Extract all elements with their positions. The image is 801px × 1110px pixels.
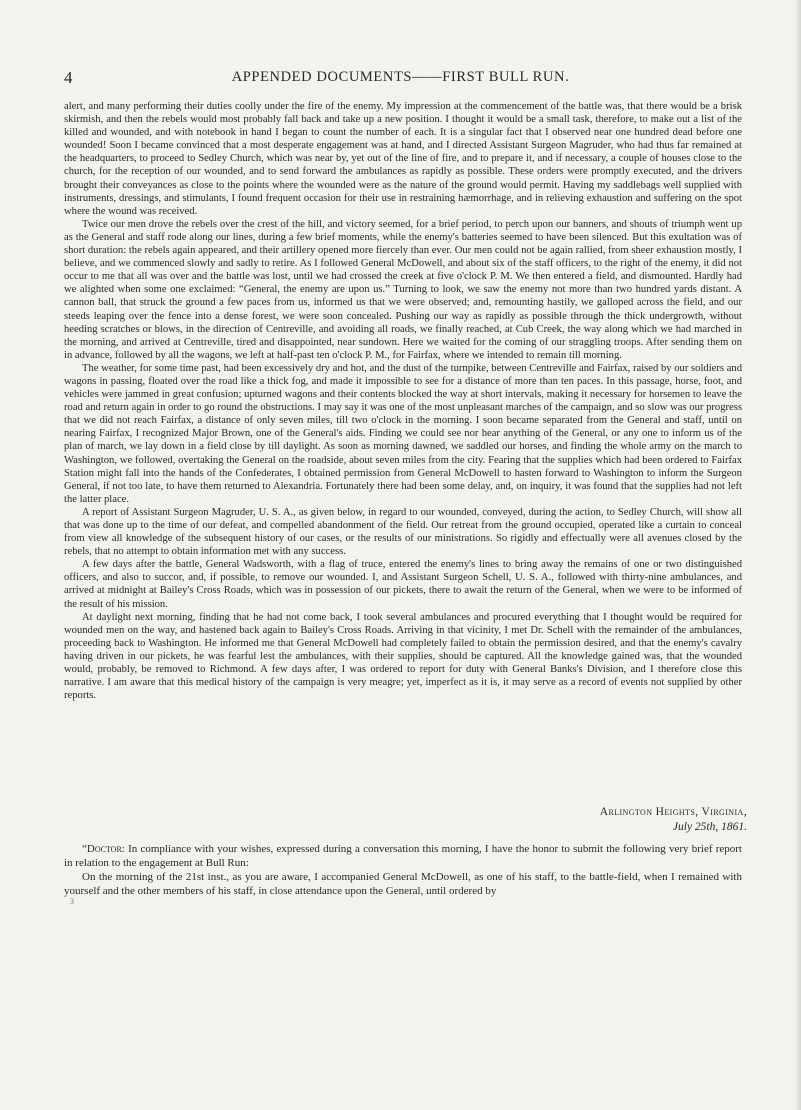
letter-paragraph: On the morning of the 21st inst., as you are aware, I accompanied General McDowell, as one of his staff, to the battle-field, when I remained with yourself and the other members of his staff, in close attendance upon the General, until ordered by [64,871,742,897]
page-edge-shadow [795,0,801,1110]
body-paragraph: At daylight next morning, finding that he had not come back, I took several ambulances and procured everything that I thought would be required for wounded men on the way, and hastened back again to Bailey's Cross Roads. Arriving in that vicinity, I met Dr. Schell with the remainder of the ambulances, proceeding back to Washington. He informed me that General McDowell had completely failed to obtain the permission desired, and that the enemy's cavalry having driven in our pickets, he was fearful lest the ambulances, with their supplies, should be captured. All the knowledge gained was, that the wounded would, probably, be removed to Richmond. A few days after, I was ordered to report for duty with General Banks's Division, and I therefore close this narrative. I am aware that this medical history of the campaign is very meagre; yet, imperfect as it is, it may serve as a record of events not supplied by other reports. [64,611,742,702]
body-paragraph: The weather, for some time past, had been excessively dry and hot, and the dust of the turnpike, between Centreville and Fairfax, raised by our soldiers and wagons in passing, floated over the road like a thick fog, and made it impossible to see for a distance of more than ten paces. In this passage, horse, foot, and vehicles were jammed in great confusion; upturned wagons and their contents blocked the way at short intervals, making it necessary for horsemen to leave the road and return again in order to go round the obstructions. I may say it was one of the most unpleasant marches of the campaign, and so slow was our progress that we did not reach Fairfax, a distance of only seven miles, till two o'clock in the morning. I soon became separated from the General and staff, until on nearing Fairfax, I recognized Major Brown, one of the General's aids. Finding we could see nor hear anything of the General, or any one to inform us of the plan of march, we lay down in a field close by till daylight. As soon as morning dawned, we saddled our horses, and finding the whole army on the march to Washington, we followed, overtaking the General on the roadside, about seven miles from the city. Fearing that the supplies which had been ordered to Fairfax Station might fall into the hands of the Confederates, I obtained permission from General McDowell to hasten forward to Washington to inform the Surgeon General, if not too late, to have them returned to Alexandria. Fortunately there had been some delay, and, on inquiry, it was found that the supplies had not left the latter place. [64,362,742,505]
report-letter [64,842,742,898]
dateline-place: Arlington Heights, Virginia, [599,806,747,818]
page-number: 4 [64,68,73,87]
letter-dateline [600,805,747,834]
dateline-date: July 25th, 1861. [672,820,747,833]
body-paragraph: alert, and many performing their duties coolly under the fire of the enemy. My impression at the commencement of the battle was, that there would be a brisk skirmish, and then the rebels would most probably fall back and take up a new position. I thought it would be a small task, therefore, to make out a list of the killed and wounded, and with notebook in hand I began to count the number of each. It is a singular fact that I observed near one hundred dead before one wounded! Soon I became convinced that a most desperate engagement was at hand, and I directed Assistant Surgeon Magruder, who had thus far remained at the headquarters, to proceed to Sedley Church, which was near by, yet out of the line of fire, and to prepare it, and if necessary, a couple of houses close to the church, for the reception of our wounded, and to send forward the ambulances as rapidly as possible. These orders were promptly executed, and the drivers brought their conveyances as close to the points where the wounded were as the nature of the ground would permit. Having my saddlebags well supplied with instruments, dressings, and stimulants, I found frequent occasion for their use in restraining hæmorrhage, and in relieving exhaustion and suffering on the spot where the wound was received. [64,101,742,217]
running-head: APPENDED DOCUMENTS——FIRST BULL RUN. [231,69,570,85]
letter-salutation: “Doctor: [82,843,125,855]
narrative-body [64,100,742,702]
body-paragraph: A few days after the battle, General Wadsworth, with a flag of truce, entered the enemy's lines to bring away the remains of one or two distinguished officers, and also to succor, and, if possible, to remove our wounded. I, and Assistant Surgeon Schell, U. S. A., followed with thirty-nine ambulances, and arrived at midnight at Bailey's Cross Roads, which was in possession of our pickets, there to await the return of the General, when we were to be informed of the result of his mission. [64,559,742,610]
signature-mark: 3 [70,897,74,906]
body-paragraph: A report of Assistant Surgeon Magruder, U. S. A., as given below, in regard to our wounded, conveyed, during the action, to Sedley Church, will show all that was done up to the time of our defeat, and compelled abandonment of the field. Our retreat from the ground occupied, operated like a curtain to conceal from view all knowledge of the subsequent history of our cases, or the results of our ministrations. So rigidly and effectually were all avenues closed by the rebels, that no attempt to obtain information met with any success. [64,506,742,558]
letter-opening-paragraph [64,842,742,870]
letter-opening-text: In compliance with your wishes, expressed during a conversation this morning, I have the honor to submit the following very brief report in relation to the engagement at Bull Run: [64,843,742,869]
body-paragraph: Twice our men drove the rebels over the crest of the hill, and victory seemed, for a brief period, to perch upon our banners, and shouts of triumph went up as the General and staff rode along our lines, during a few brief moments, while the enemy's batteries seemed to have been silenced. But this exultation was of short duration: the rebels again appeared, and their artillery opened more fiercely than ever. Our men could not be again rallied, from sheer exhaustion mostly, I believe, and we commenced slowly and sadly to retire. As I followed General McDowell, and about six of the staff officers, to the right of the enemy, it did not occur to me that all was over and the battle was lost, until we had crossed the creek at five o'clock P. M. We then entered a field, and dismounted. Hardly had we alighted when some one exclaimed: “General, the enemy are upon us.” Turning to look, we saw the enemy not more than two hundred yards distant. A cannon ball, that struck the ground a few paces from us, informed us that we were observed; and, remounting hastily, we galloped across the field, and our steeds leaping over the fence into a dense forest, we were soon concealed. Pushing our way as rapidly as possible through the thick undergrowth, without heeding scratches or blows, in the direction of Centreville, and avoiding all roads, we finally reached, at Cub Creek, the way along which we had marched in the morning, and arrived at Centreville, tired and disappointed, near sundown. Here we waited for the coming of our straggling troops. After sending them on in advance, followed by all the wagons, we left at half-past ten o'clock P. M., for Fairfax, where we intended to remain till morning. [64,218,742,361]
